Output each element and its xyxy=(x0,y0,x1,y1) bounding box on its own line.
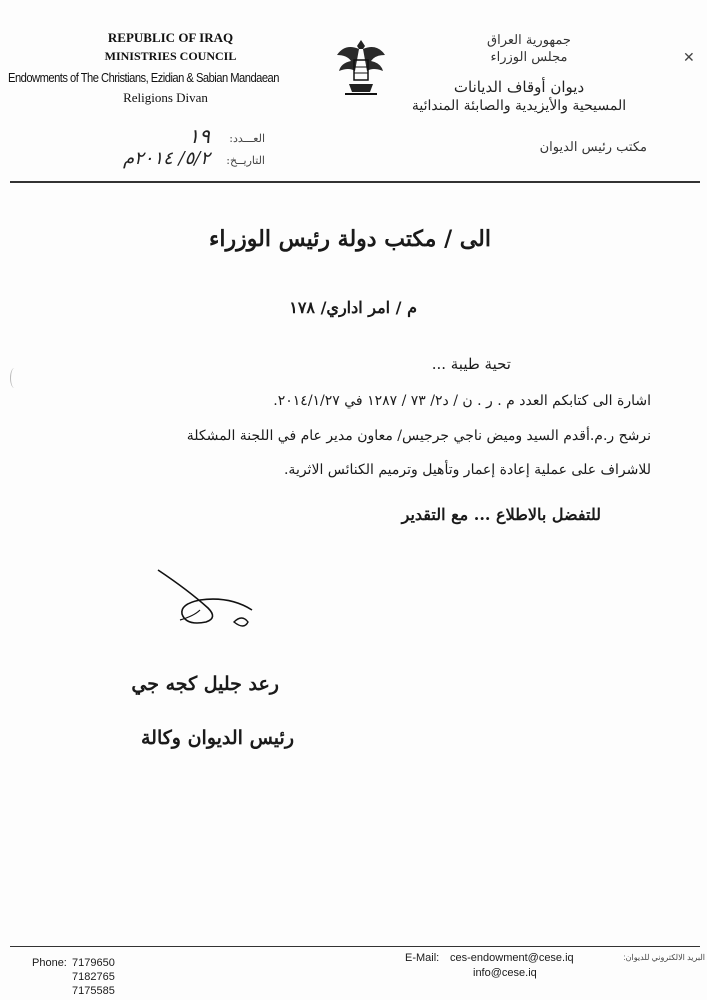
body-line-3: للاشراف على عملية إعادة إعمار وتأهيل وترميم الكنائس الاثرية. xyxy=(283,462,651,478)
header-arabic-diwan xyxy=(369,78,669,114)
email-address[interactable]: info@cese.iq xyxy=(473,967,537,979)
ref-number-row xyxy=(145,124,285,150)
signature-scribble xyxy=(150,560,270,650)
body-line-2: نرشح ر.م.أقدم السيد وميض ناجي جرجيس/ معاون مدير عام في اللجنة المشكلة xyxy=(186,428,651,444)
header-en-council: MINISTRIES COUNCIL xyxy=(104,49,237,63)
phone-number: 7175585 xyxy=(72,985,115,997)
phone-label: Phone: xyxy=(32,957,67,969)
email-label-ar: البريد الالكتروني للديوان: xyxy=(623,953,705,962)
subject: م / امر اداري/ ١٧٨ xyxy=(289,298,417,317)
signatory-name: رعد جليل كجه جي xyxy=(131,673,279,695)
punch-hole-mark xyxy=(10,368,19,388)
header-arabic xyxy=(409,33,649,65)
header-en-endowments: Endowments of The Christians, Ezidian & Sabian Mandaean xyxy=(8,70,279,85)
header-ar-council: مجلس الوزراء xyxy=(490,50,568,65)
header-ar-office: مكتب رئيس الديوان xyxy=(539,140,647,155)
greeting: تحية طيبة ... xyxy=(431,355,511,373)
closing: للتفضل بالاطلاع ... مع التقدير xyxy=(401,505,601,524)
header-en-republic: REPUBLIC OF IRAQ xyxy=(107,30,234,45)
email-label: E-Mail: xyxy=(405,952,440,964)
date-label: التاريــخ: xyxy=(226,154,265,167)
email-address[interactable]: ces-endowment@cese.iq xyxy=(450,952,574,964)
ref-value: ١٩ xyxy=(188,124,210,148)
close-mark-icon: ✕ xyxy=(683,50,695,66)
date-row xyxy=(100,148,285,172)
header-english xyxy=(8,30,293,106)
header-ar-religions: المسيحية والأيزيدية والصابئة المندائية xyxy=(411,98,627,114)
body-line-1: اشارة الى كتابكم العدد م . ر . ن / د٢/ ٧٣ / ١٢٨٧ في ٢٠١٤/١/٢٧. xyxy=(273,393,651,409)
email-block xyxy=(405,952,705,992)
footer-divider xyxy=(10,946,700,947)
header-ar-republic: جمهورية العراق xyxy=(487,33,571,48)
signatory-title: رئيس الديوان وكالة xyxy=(140,727,294,749)
header-divider xyxy=(10,181,700,183)
header-ar-endowments: ديوان أوقاف الديانات xyxy=(453,78,585,96)
date-value: ٥/٢/ ٢٠١٤م xyxy=(122,148,210,169)
phone-number: 7179650 xyxy=(72,957,115,969)
phone-number: 7182765 xyxy=(72,971,115,983)
addressee: الى / مكتب دولة رئيس الوزراء xyxy=(209,226,491,252)
header-en-divan: Religions Divan xyxy=(123,90,208,105)
ref-label: العـــدد: xyxy=(229,132,265,145)
